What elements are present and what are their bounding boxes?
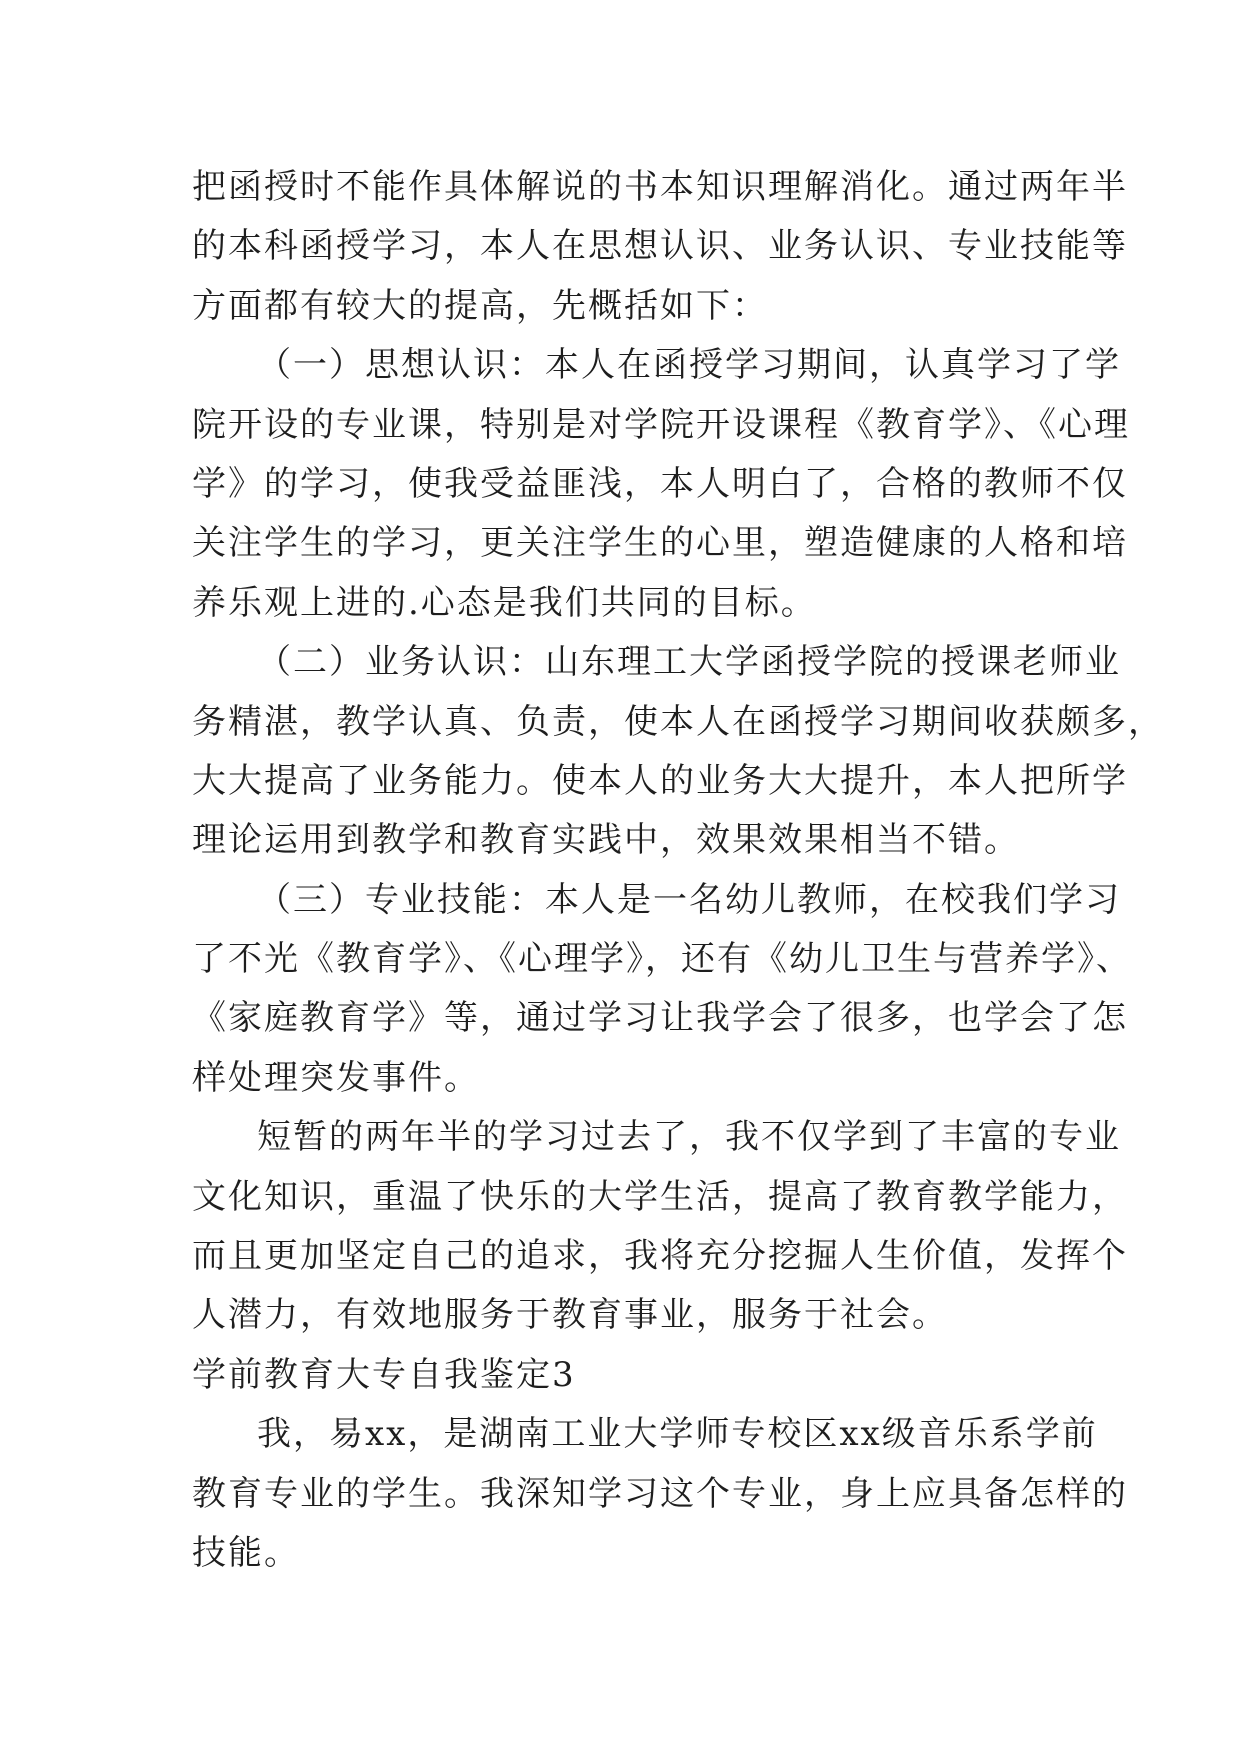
text-line: 《家庭教育学》等，通过学习让我学会了很多，也学会了怎 [192,998,1128,1039]
text-line: 养乐观上进的.心态是我们共同的目标。 [192,582,817,623]
document-subtitle: 学前教育大专自我鉴定3 [192,1354,576,1395]
text-line: 关注学生的学习，更关注学生的心里，塑造健康的人格和培 [192,523,1128,564]
text-line: 技能。 [192,1532,300,1573]
text-line: 而且更加坚定自己的追求，我将充分挖掘人生价值，发挥个 [192,1236,1128,1277]
text-line: 大大提高了业务能力。使本人的业务大大提升，本人把所学 [192,760,1128,801]
text-line: 方面都有较大的提高，先概括如下： [192,285,768,326]
text-line: 的本科函授学习，本人在思想认识、业务认识、专业技能等 [192,226,1128,267]
text-line: 院开设的专业课，特别是对学院开设课程《教育学》、《心理 [192,404,1130,445]
text-line: 文化知识，重温了快乐的大学生活，提高了教育教学能力， [192,1176,1128,1217]
paragraph-start-line: 我，易xx，是湖南工业大学师专校区xx级音乐系学前 [257,1414,1098,1455]
paragraph-start-line: 短暂的两年半的学习过去了，我不仅学到了丰富的专业 [257,1117,1121,1158]
text-line: 把函授时不能作具体解说的书本知识理解消化。通过两年半 [192,167,1128,207]
text-line: 教育专业的学生。我深知学习这个专业，身上应具备怎样的 [192,1473,1128,1514]
text-line: 学》的学习，使我受益匪浅，本人明白了，合格的教师不仅 [192,463,1128,504]
text-line: 样处理突发事件。 [192,1057,480,1098]
section-heading-line: （一）思想认识：本人在函授学习期间，认真学习了学 [257,345,1121,386]
section-heading-line: （三）专业技能：本人是一名幼儿教师，在校我们学习 [257,879,1121,920]
document-body [192,158,1164,1583]
text-line: 了不光《教育学》、《心理学》，还有《幼儿卫生与营养学》、 [192,939,1132,980]
text-line: 理论运用到教学和教育实践中，效果效果相当不错。 [192,820,1020,861]
text-line: 人潜力，有效地服务于教育事业，服务于社会。 [192,1295,948,1336]
section-heading-line: （二）业务认识：山东理工大学函授学院的授课老师业 [257,642,1121,683]
text-line: 务精湛，教学认真、负责，使本人在函授学习期间收获颇多， [192,701,1164,742]
